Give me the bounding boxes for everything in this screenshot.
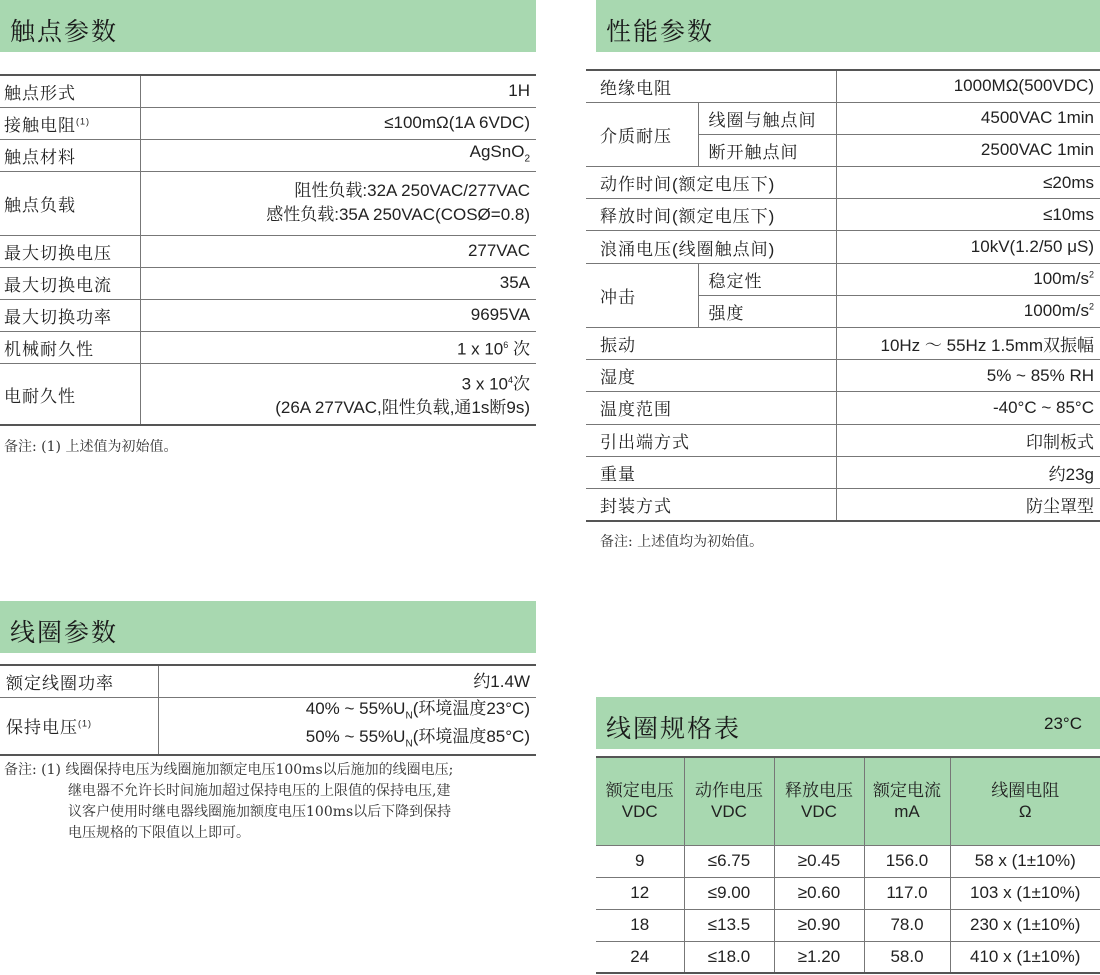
row-key: 冲击 (586, 263, 698, 327)
table-row (586, 392, 1100, 424)
table-cell: 117.0 (864, 877, 950, 909)
row-subkey: 线圈与触点间 (698, 102, 836, 134)
row-key: 接触电阻$^{(1)}$ (0, 107, 140, 139)
table-row (596, 845, 1100, 877)
spec-section-header (596, 697, 1100, 749)
coil-section-title: 线圈参数 (10, 619, 119, 647)
coil-spec-table (596, 756, 1100, 974)
row-key: 介质耐压 (586, 102, 698, 166)
column-header: 额定电流 mA (864, 757, 950, 845)
row-value: 9695VA (140, 299, 536, 331)
table-row (596, 909, 1100, 941)
row-value: 40% ~ $55\%U_N$(环境温度23°C) 50% ~ $55\%U_N$(环境温度85°C) (158, 697, 536, 755)
table-cell: ≥1.20 (774, 941, 864, 973)
row-value: 35A (140, 267, 536, 299)
contact-section-title: 触点参数 (10, 18, 119, 46)
table-cell: 24 (596, 941, 684, 973)
row-value: ≤20ms (836, 167, 1100, 199)
row-key: 最大切换功率 (0, 299, 140, 331)
row-key: 温度范围 (586, 392, 836, 424)
spec-temperature: 23°C (1044, 714, 1082, 733)
row-value: $100m/s^2$ (836, 263, 1100, 295)
row-key: 动作时间(额定电压下) (586, 167, 836, 199)
row-key: 浪涌电压(线圈触点间) (586, 231, 836, 263)
row-key: 额定线圈功率 (0, 665, 158, 697)
table-cell: 58 x (1±10%) (950, 845, 1100, 877)
performance-params-table (586, 69, 1100, 522)
table-row (586, 360, 1100, 392)
table-cell: ≥0.90 (774, 909, 864, 941)
row-key: 引出端方式 (586, 424, 836, 456)
row-value: -40°C ~ 85°C (836, 392, 1100, 424)
row-value: 1 x $10^6$ 次 (140, 331, 536, 363)
row-value: 阻性负载:32A 250VAC/277VAC 感性负载:35A 250VAC(COSØ=0.8) (140, 171, 536, 235)
performance-note: 备注: 上述值均为初始值。 (600, 534, 764, 550)
table-cell: ≤18.0 (684, 941, 774, 973)
table-cell: 18 (596, 909, 684, 941)
column-header: 释放电压 VDC (774, 757, 864, 845)
performance-section-title: 性能参数 (606, 18, 715, 46)
row-key: 触点负载 (0, 171, 140, 235)
coil-params-table (0, 664, 536, 756)
table-row (0, 665, 536, 697)
row-value: 10kV(1.2/50 μS) (836, 231, 1100, 263)
row-value: 10Hz ～ 55Hz 1.5mm双振幅 (836, 328, 1100, 360)
table-row (0, 267, 536, 299)
table-row (0, 171, 536, 235)
row-value: 1000MΩ(500VDC) (836, 70, 1100, 102)
table-cell: 9 (596, 845, 684, 877)
contact-params-table (0, 74, 536, 426)
row-value: ≤100mΩ(1A 6VDC) (140, 107, 536, 139)
row-key: 最大切换电流 (0, 267, 140, 299)
table-cell: ≤6.75 (684, 845, 774, 877)
table-cell: 58.0 (864, 941, 950, 973)
row-key: 释放时间(额定电压下) (586, 199, 836, 231)
row-subkey: 断开触点间 (698, 134, 836, 166)
table-header-row (596, 757, 1100, 845)
row-key: 机械耐久性 (0, 331, 140, 363)
row-key: 湿度 (586, 360, 836, 392)
table-row (0, 299, 536, 331)
table-cell: 230 x (1±10%) (950, 909, 1100, 941)
table-row (586, 231, 1100, 263)
row-value: 4500VAC 1min (836, 102, 1100, 134)
row-key: 触点材料 (0, 139, 140, 171)
table-row (0, 235, 536, 267)
row-value: 2500VAC 1min (836, 134, 1100, 166)
row-key: 电耐久性 (0, 363, 140, 425)
table-cell: 103 x (1±10%) (950, 877, 1100, 909)
row-value: 约1.4W (158, 665, 536, 697)
row-key: 保持电压$^{(1)}$ (0, 697, 158, 755)
row-subkey: 强度 (698, 295, 836, 327)
contact-section-header (0, 0, 536, 52)
row-value: 5% ~ 85% RH (836, 360, 1100, 392)
row-key: 封装方式 (586, 488, 836, 520)
table-row (0, 697, 536, 755)
coil-note: 备注: (1) 线圈保持电压为线圈施加额定电压100ms以后施加的线圈电压; 继电器不允许长时间施加超过保持电压的上限值的保持电压,建 议客户使用时继电器线圈施加额度电压100ms以后下降到保持 电压规格的下限值以上即可。 (4, 762, 454, 841)
table-cell: ≥0.45 (774, 845, 864, 877)
row-value: 3 x $10^4$次 (26A 277VAC,阻性负载,通1s断9s) (140, 363, 536, 425)
table-row (586, 102, 1100, 134)
row-value: AgSnO$_2$ (140, 139, 536, 171)
table-row (0, 107, 536, 139)
row-key: 绝缘电阻 (586, 70, 836, 102)
table-row (596, 941, 1100, 973)
table-row (0, 75, 536, 107)
table-cell: ≤13.5 (684, 909, 774, 941)
table-row (0, 363, 536, 425)
row-subkey: 稳定性 (698, 263, 836, 295)
table-cell: 156.0 (864, 845, 950, 877)
row-value: 1H (140, 75, 536, 107)
row-key: 最大切换电压 (0, 235, 140, 267)
table-cell: ≥0.60 (774, 877, 864, 909)
column-header: 线圈电阻 Ω (950, 757, 1100, 845)
table-row (586, 424, 1100, 456)
table-row (586, 456, 1100, 488)
row-value: ≤10ms (836, 199, 1100, 231)
table-row (586, 263, 1100, 295)
coil-section-header (0, 601, 536, 653)
table-row (0, 139, 536, 171)
row-key: 重量 (586, 456, 836, 488)
table-row (586, 199, 1100, 231)
table-row (586, 328, 1100, 360)
table-row (586, 488, 1100, 520)
contact-note: 备注: (1) 上述值为初始值。 (4, 439, 178, 455)
table-cell: 12 (596, 877, 684, 909)
row-key: 振动 (586, 328, 836, 360)
table-cell: 78.0 (864, 909, 950, 941)
row-key: 触点形式 (0, 75, 140, 107)
spec-section-title: 线圈规格表 (606, 715, 742, 743)
performance-section-header (596, 0, 1100, 52)
column-header: 动作电压 VDC (684, 757, 774, 845)
table-cell: ≤9.00 (684, 877, 774, 909)
row-value: 防尘罩型 (836, 488, 1100, 520)
column-header: 额定电压 VDC (596, 757, 684, 845)
table-row (596, 877, 1100, 909)
row-value: 277VAC (140, 235, 536, 267)
table-row (586, 167, 1100, 199)
table-cell: 410 x (1±10%) (950, 941, 1100, 973)
table-row (586, 70, 1100, 102)
row-value: $1000m/s^2$ (836, 295, 1100, 327)
table-row (0, 331, 536, 363)
row-value: 约23g (836, 456, 1100, 488)
row-value: 印制板式 (836, 424, 1100, 456)
